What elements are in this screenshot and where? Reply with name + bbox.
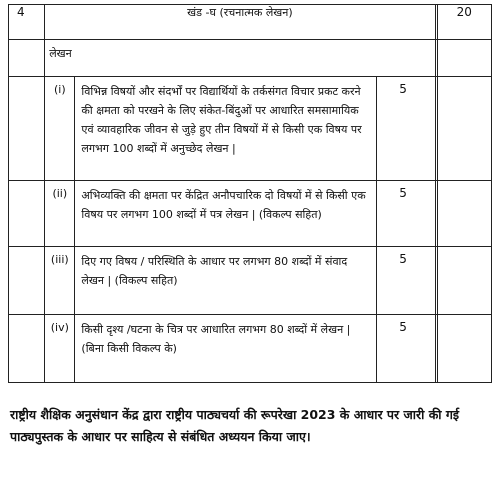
empty-cell [437, 181, 491, 247]
empty-cell [9, 181, 45, 247]
item-marks: 5 [377, 247, 435, 315]
empty-cell [437, 315, 491, 383]
empty-cell [9, 315, 45, 383]
item-index: (i) [45, 77, 75, 181]
section-label: लेखन [45, 40, 435, 77]
empty-cell [9, 40, 45, 77]
empty-cell [437, 77, 491, 181]
item-text: विभिन्न विषयों और संदर्भों पर विद्यार्थियों के तर्कसंगत विचार प्रकट करने की क्षमता को परखने के लिए संकेत-बिंदुओं पर आधारित समसामायिक एवं व्यावहारिक जीवन से जुड़े हुए तीन विषयों में से किसी एक विषय पर लगभग 100 शब्दों में अनुच्छेद लेखन | [75, 77, 377, 181]
syllabus-table [8, 4, 492, 383]
table-row [9, 315, 492, 383]
item-index: (ii) [45, 181, 75, 247]
section-number: 4 [9, 5, 45, 40]
item-index: (iv) [45, 315, 75, 383]
section-title: खंड -घ (रचनात्मक लेखन) [45, 5, 435, 40]
empty-cell [9, 77, 45, 181]
item-text: किसी दृश्य /घटना के चित्र पर आधारित लगभग 80 शब्दों में लेखन | (बिना किसी विकल्प के) [75, 315, 377, 383]
empty-cell [9, 247, 45, 315]
empty-cell [437, 40, 491, 77]
footer-note: राष्ट्रीय शैक्षिक अनुसंधान केंद्र द्वारा राष्ट्रीय पाठ्यचर्या की रूपरेखा 2023 के आधार पर जारी की गई पाठ्यपुस्तक के आधार पर साहित्य से संबंधित अध्ययन किया जाए। [10, 407, 460, 444]
section-label-row [9, 40, 492, 77]
item-marks: 5 [377, 77, 435, 181]
item-text: दिए गए विषय / परिस्थिति के आधार पर लगभग 80 शब्दों में संवाद लेखन | (विकल्प सहित) [75, 247, 377, 315]
section-total-marks: 20 [437, 5, 491, 40]
item-text: अभिव्यक्ति की क्षमता पर केंद्रित अनौपचारिक दो विषयों में से किसी एक विषय पर लगभग 100 शब्दों में पत्र लेखन | (विकल्प सहित) [75, 181, 377, 247]
section-header-row [9, 5, 492, 40]
empty-cell [437, 247, 491, 315]
table-row [9, 77, 492, 181]
item-index: (iii) [45, 247, 75, 315]
item-marks: 5 [377, 315, 435, 383]
table-row [9, 181, 492, 247]
item-marks: 5 [377, 181, 435, 247]
table-row [9, 247, 492, 315]
